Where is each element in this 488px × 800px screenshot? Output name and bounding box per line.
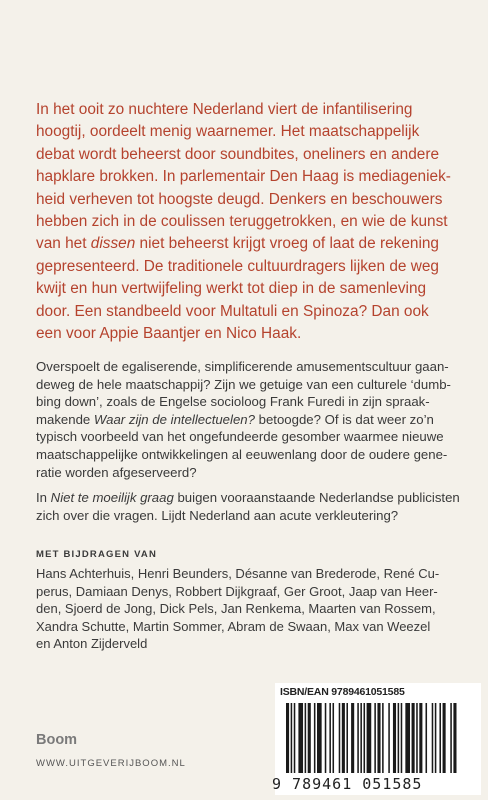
body-line: maatschappelijke ontwikkelingen al eeuwenlang door de oudere gene- (36, 446, 448, 462)
barcode-bar (416, 703, 418, 773)
body-line (36, 411, 452, 429)
barcode-bar (426, 703, 428, 773)
isbn-digits: 9 789461 051585 (272, 775, 423, 793)
body-line: Overspoelt de egaliserende, simplificerende amusementscultuur gaan- (36, 359, 449, 374)
body-line: bing down’, zoals de Engelse socioloog Frank Furedi in zijn spraak- (36, 394, 430, 410)
body-line: typisch voorbeeld van het ongefundeerde gesomber waarmee nieuwe (36, 429, 444, 445)
intro-line: gepresenteerd. De traditionele cultuurdragers lijken de weg (36, 257, 439, 275)
barcode-bar (405, 703, 410, 773)
barcode-bar (419, 703, 422, 773)
intro-paragraph (36, 99, 452, 345)
barcode-bar (388, 703, 390, 773)
intro-line: een voor Appie Baantjer en Nico Haak. (36, 325, 302, 343)
barcode-bar (351, 703, 354, 773)
barcode-bar (432, 703, 434, 773)
contributors-line: den, Sjoerd de Jong, Dick Pels, Jan Renkema, Maarten van Rossem, (36, 601, 436, 617)
barcode-bar (398, 703, 400, 773)
intro-line: In het ooit zo nuchtere Nederland viert de infantilisering (36, 101, 413, 118)
barcode-bar (346, 703, 348, 773)
book-title-italic: Niet te moeilijk graag (50, 490, 174, 505)
intro-line: kwijt en hun vertwijfeling werkt tot diep in de samenleving (36, 280, 427, 298)
barcode-bar (412, 703, 415, 773)
intro-line: debat wordt beheerst door soundbites, oneliners en andere (36, 145, 439, 163)
intro-text: niet beheerst krijgt vroeg of laat de rekening (135, 235, 439, 253)
body-paragraph (36, 358, 452, 481)
barcode-bar (439, 703, 441, 773)
barcode-bar (360, 703, 362, 773)
intro-line (36, 233, 452, 255)
intro-italic-word: dissen (90, 235, 136, 253)
question-line (36, 489, 460, 507)
barcode-bar (393, 703, 396, 773)
barcode-bar (298, 703, 303, 773)
barcode-icon (286, 703, 472, 773)
barcode-bar (333, 703, 335, 773)
body-line: deweg de hele maatschappij? Zijn we getuige van een culturele ‘dumb- (36, 376, 451, 392)
contributors-line: Hans Achterhuis, Henri Beunders, Désanne van Brederode, René Cu- (36, 566, 440, 581)
intro-text: van het (36, 235, 91, 253)
barcode-bar (325, 703, 327, 773)
barcode-bar (382, 703, 384, 773)
barcode-bar (374, 703, 376, 773)
body-line: ratie worden afgeserveerd? (36, 464, 197, 480)
publisher-website: WWW.UITGEVERIJBOOM.NL (36, 758, 186, 769)
question-text: In (36, 490, 51, 505)
body-text: makende (36, 411, 94, 427)
barcode-bar (308, 703, 311, 773)
barcode-bar (329, 703, 331, 773)
barcode-bar (450, 703, 452, 773)
contributors-label: MET BIJDRAGEN VAN (36, 549, 158, 560)
question-line: zich over die vragen. Lijdt Nederland aan acute verkleutering? (36, 507, 399, 523)
intro-line: heid verheven tot hoogste deugd. Denkers en beschouwers (36, 190, 443, 208)
barcode-bar (317, 703, 322, 773)
barcode-bar (443, 703, 446, 773)
barcode-bar (401, 703, 403, 773)
intro-line: hapklare brokken. In parlementair Den Haag is mediageniek- (36, 168, 451, 186)
question-paragraph (36, 489, 460, 524)
contributors-line: Xandra Schutte, Martin Sommer, Abram de Swaan, Max van Weezel (36, 618, 431, 634)
barcode-bar (291, 703, 293, 773)
barcode-bar (367, 703, 372, 773)
publisher-logo: Boom (36, 732, 78, 748)
barcode-bar (357, 703, 359, 773)
barcode-bar (286, 703, 289, 773)
intro-line: hebben zich in de coulissen teruggetrokken, en wie de kunst (36, 213, 448, 231)
barcode-bar (435, 703, 437, 773)
intro-line: hoogtij, oordeelt menig waarnemer. Het maatschappelijk (36, 123, 420, 141)
barcode-bar (377, 703, 380, 773)
contributors-line: en Anton Zijderveld (36, 636, 148, 652)
barcode-bar (314, 703, 316, 773)
body-text: betoogde? Of is dat weer zo’n (254, 411, 434, 427)
barcode-bar (305, 703, 307, 773)
contributors-list (36, 565, 456, 653)
contributors-line: perus, Damiaan Denys, Robbert Dijkgraaf, Ger Groot, Jaap van Heer- (36, 583, 438, 599)
barcode-bar (339, 703, 341, 773)
question-text: buigen vooraanstaande Nederlandse publicisten (173, 490, 460, 505)
barcode-bar (453, 703, 456, 773)
isbn-header: ISBN/EAN 9789461051585 (280, 686, 405, 698)
body-italic-title: Waar zijn de intellectuelen? (93, 411, 255, 427)
barcode-bar (342, 703, 345, 773)
intro-line: door. Een standbeeld voor Multatuli en Spinoza? Dan ook (36, 302, 429, 320)
barcode-bar (294, 703, 296, 773)
barcode-bar (364, 703, 366, 773)
